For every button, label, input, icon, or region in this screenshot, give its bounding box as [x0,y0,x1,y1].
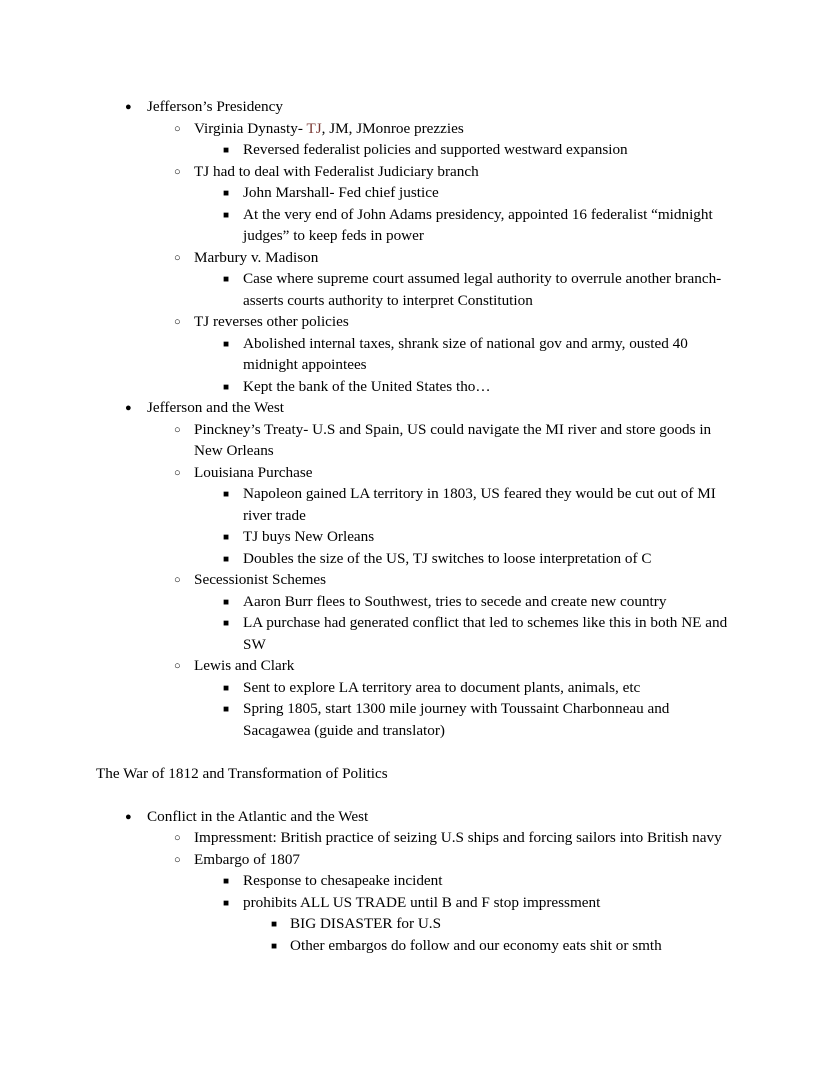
circle-bullet-icon: ○ [174,423,181,436]
circle-bullet-icon: ○ [174,853,181,866]
list-item [96,333,730,376]
list-item [96,591,730,613]
list-item-text: Kept the bank of the United States tho… [243,377,491,395]
circle-bullet-icon: ○ [174,165,181,178]
list-item-text: Abolished internal taxes, shrank size of national gov and army, ousted 40 midnight appointees [243,334,688,373]
list-item [96,806,730,828]
list-item [96,182,730,204]
list-item [96,870,730,892]
list-item [96,612,730,655]
square-bullet-icon: ■ [223,338,230,350]
outline-body [96,96,730,956]
square-bullet-icon: ■ [223,209,230,221]
list-item [96,161,730,183]
square-bullet-icon: ■ [271,919,278,930]
section-heading: The War of 1812 and Transformation of Politics [96,764,388,782]
list-item-text: Reversed federalist policies and supported westward expansion [243,141,628,158]
list-item [96,204,730,247]
circle-bullet-icon: ○ [174,832,181,844]
paragraph-spacer [96,741,730,763]
list-item [96,548,730,570]
list-item [96,526,730,548]
list-item-text: Sent to explore LA territory area to document plants, animals, etc [243,678,641,696]
list-item [96,376,730,398]
list-item [96,462,730,484]
circle-bullet-icon: ○ [174,574,181,586]
list-item-text: Jefferson and the West [147,399,284,416]
virginia-dynasty-suffix: , JM, JMonroe prezzies [321,119,464,137]
list-item [96,913,730,935]
list-item [96,677,730,699]
list-item-text: TJ had to deal with Federalist Judiciary branch [194,162,479,180]
list-item-text: John Marshall- Fed chief justice [243,184,439,201]
list-item [96,483,730,526]
list-item-text: Pinckney’s Treaty- U.S and Spain, US could navigate the MI river and store goods in New Orleans [194,420,712,459]
list-item-text: Louisiana Purchase [194,463,313,481]
list-item-text: Napoleon gained LA territory in 1803, US feared they would be cut out of MI river trade [243,485,716,524]
list-item-text: prohibits ALL US TRADE until B and F stop impressment [243,893,601,911]
list-item-text: BIG DISASTER for U.S [290,915,442,932]
list-item [96,397,730,419]
square-bullet-icon: ■ [223,532,230,543]
list-item [96,247,730,269]
list-item-text: Aaron Burr flees to Southwest, tries to secede and create new country [243,592,667,610]
virginia-dynasty-prefix: Virginia Dynasty- [194,119,307,137]
square-bullet-icon: ■ [223,274,230,285]
disc-bullet-icon: ● [125,101,132,113]
paragraph-spacer [96,784,730,806]
list-item [96,892,730,914]
disc-bullet-icon: ● [125,810,132,823]
list-item-text: Doubles the size of the US, TJ switches to loose interpretation of C [243,549,652,567]
list-item-text: LA purchase had generated conflict that led to schemes like this in both NE and SW [243,614,728,653]
list-item-text: Response to chesapeake incident [243,872,443,889]
list-item [96,935,730,957]
list-item-text: Lewis and Clark [194,657,295,674]
list-item-text: Secessionist Schemes [194,571,327,588]
list-item [96,311,730,333]
square-bullet-icon: ■ [271,940,278,952]
list-item-text: Jefferson’s Presidency [147,98,283,115]
circle-bullet-icon: ○ [174,466,181,479]
list-item-text [194,118,730,140]
tj-highlight: TJ [306,119,322,137]
square-bullet-icon: ■ [223,596,230,608]
square-bullet-icon: ■ [223,682,230,694]
square-bullet-icon: ■ [223,553,230,565]
list-item-text: TJ buys New Orleans [243,528,375,545]
square-bullet-icon: ■ [223,897,230,909]
list-item [96,655,730,677]
list-item [96,96,730,118]
list-item [96,827,730,849]
circle-bullet-icon: ○ [174,251,181,264]
list-item [96,118,730,140]
circle-bullet-icon: ○ [174,316,181,328]
list-item-text: At the very end of John Adams presidency, appointed 16 federalist “midnight judges” to keep feds in power [243,205,713,244]
list-item [96,268,730,311]
square-bullet-icon: ■ [223,618,230,629]
list-item [96,569,730,591]
list-item [96,419,730,462]
square-bullet-icon: ■ [223,188,230,199]
list-item [96,139,730,161]
circle-bullet-icon: ○ [174,122,181,135]
square-bullet-icon: ■ [223,876,230,887]
list-item-text: Conflict in the Atlantic and the West [147,807,369,825]
square-bullet-icon: ■ [223,145,230,156]
circle-bullet-icon: ○ [174,660,181,672]
list-item-text: Spring 1805, start 1300 mile journey with Toussaint Charbonneau and Sacagawea (guide and translator) [243,700,670,739]
list-item-text: Case where supreme court assumed legal authority to overrule another branch- asserts courts authority to interpret Constitution [243,270,722,309]
square-bullet-icon: ■ [223,489,230,500]
list-item [96,698,730,741]
disc-bullet-icon: ● [125,402,132,414]
list-item-text: Other embargos do follow and our economy eats shit or smth [290,936,662,954]
square-bullet-icon: ■ [223,381,230,393]
list-item-text: Embargo of 1807 [194,850,301,868]
list-item-text: Marbury v. Madison [194,248,319,266]
list-item [96,849,730,871]
list-item-text: TJ reverses other policies [194,313,349,330]
list-item-text: Impressment: British practice of seizing U.S ships and forcing sailors into British navy [194,829,722,846]
square-bullet-icon: ■ [223,704,230,715]
